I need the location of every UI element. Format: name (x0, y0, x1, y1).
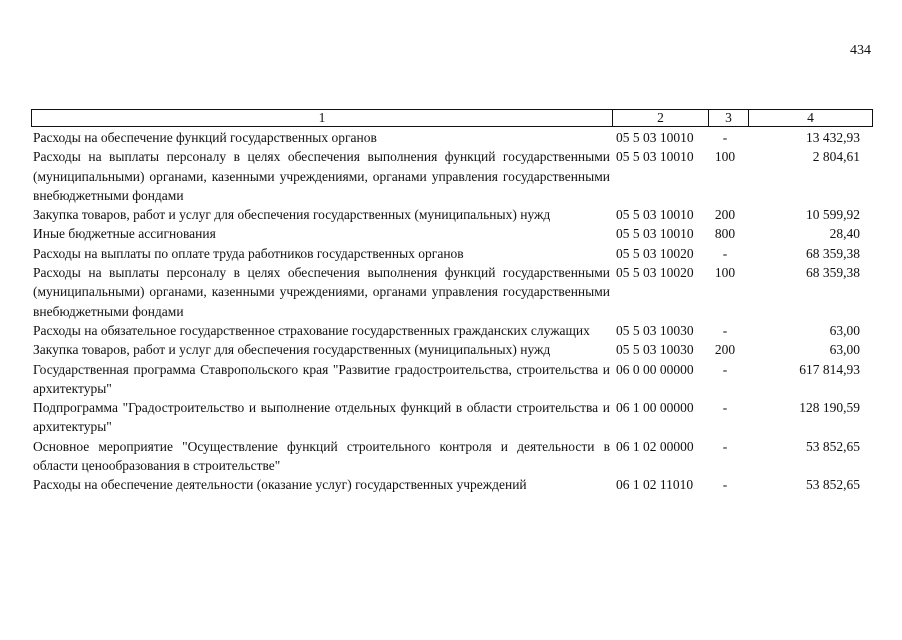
row-code: 06 1 02 00000 (616, 438, 694, 454)
header-col-1: 1 (32, 110, 613, 126)
row-name: Закупка товаров, работ и услуг для обеспечения государственных (муниципальных) нужд (33, 342, 551, 358)
row-name: Расходы на выплаты персоналу в целях обеспечения выполнения функций государственными (муниципальными) органами, казенными учреждениями, органами управления государственными внебюджетными фондами (33, 265, 610, 319)
table-row (33, 147, 873, 205)
row-type: 100 (714, 149, 736, 165)
row-type: - (722, 400, 728, 416)
row-sum: 68 359,38 (806, 245, 860, 261)
header-col-2: 2 (613, 110, 709, 126)
row-name: Расходы на выплаты персоналу в целях обеспечения выполнения функций государственными (муниципальными) органами, казенными учреждениями, органами управления государственными внебюджетными фондами (33, 149, 610, 203)
row-sum: 63,00 (829, 342, 860, 358)
row-code: 05 5 03 10030 (616, 322, 694, 338)
header-col-3: 3 (709, 110, 749, 126)
table-row (33, 321, 873, 340)
table-row (33, 244, 873, 263)
row-code: 05 5 03 10010 (616, 130, 694, 145)
table-row (33, 340, 873, 359)
row-code: 05 5 03 10020 (616, 245, 694, 261)
row-name: Подпрограмма "Градостроительство и выполнение отдельных функций в области строительства и архитектуры" (33, 400, 610, 435)
row-sum: 53 852,65 (806, 438, 860, 454)
row-code: 05 5 03 10010 (616, 226, 694, 242)
table-row (33, 263, 873, 321)
table-row (33, 398, 873, 437)
row-type: 100 (714, 265, 736, 281)
table-row (33, 360, 873, 399)
row-name: Расходы на обязательное государственное страхование государственных гражданских служащих (33, 322, 590, 338)
row-sum: 10 599,92 (806, 207, 860, 223)
row-type: 800 (714, 226, 736, 242)
row-sum: 28,40 (829, 226, 860, 242)
header-col-4: 4 (807, 110, 814, 125)
row-code: 05 5 03 10010 (616, 207, 694, 223)
row-type: 200 (714, 207, 736, 223)
row-name: Государственная программа Ставропольского края "Развитие градостроительства, строительства и архитектуры" (33, 361, 610, 396)
row-sum: 68 359,38 (806, 265, 860, 281)
row-sum: 617 814,93 (799, 361, 860, 377)
budget-table-body (33, 128, 873, 495)
table-row (33, 437, 873, 476)
row-code: 06 0 00 00000 (616, 361, 694, 377)
row-sum: 13 432,93 (806, 130, 860, 145)
row-code: 05 5 03 10030 (616, 342, 694, 358)
page-number: 434 (850, 43, 871, 58)
row-code: 06 1 00 00000 (616, 400, 694, 416)
row-type: - (722, 245, 728, 261)
row-sum: 63,00 (829, 322, 860, 338)
row-sum: 53 852,65 (806, 477, 860, 493)
row-code: 06 1 02 11010 (616, 477, 694, 493)
row-type: - (722, 477, 728, 493)
row-type: - (722, 322, 728, 338)
row-type: - (722, 361, 728, 377)
row-name: Расходы на обеспечение функций государственных органов (33, 130, 377, 145)
row-name: Закупка товаров, работ и услуг для обеспечения государственных (муниципальных) нужд (33, 207, 551, 223)
table-header (31, 109, 873, 127)
row-sum: 128 190,59 (799, 400, 860, 416)
row-type: - (722, 130, 728, 145)
row-type: 200 (714, 342, 736, 358)
row-code: 05 5 03 10010 (616, 149, 694, 165)
row-code: 05 5 03 10020 (616, 265, 694, 281)
table-row (33, 475, 873, 494)
table-row (33, 224, 873, 243)
row-name: Иные бюджетные ассигнования (33, 226, 216, 242)
row-name: Расходы на обеспечение деятельности (оказание услуг) государственных учреждений (33, 477, 527, 493)
table-row (33, 128, 873, 147)
row-type: - (722, 438, 728, 454)
row-sum: 2 804,61 (812, 149, 860, 165)
table-row (33, 205, 873, 224)
row-name: Расходы на выплаты по оплате труда работников государственных органов (33, 245, 464, 261)
row-name: Основное мероприятие "Осуществление функций строительного контроля и деятельности в области ценообразования в строительстве" (33, 438, 610, 474)
